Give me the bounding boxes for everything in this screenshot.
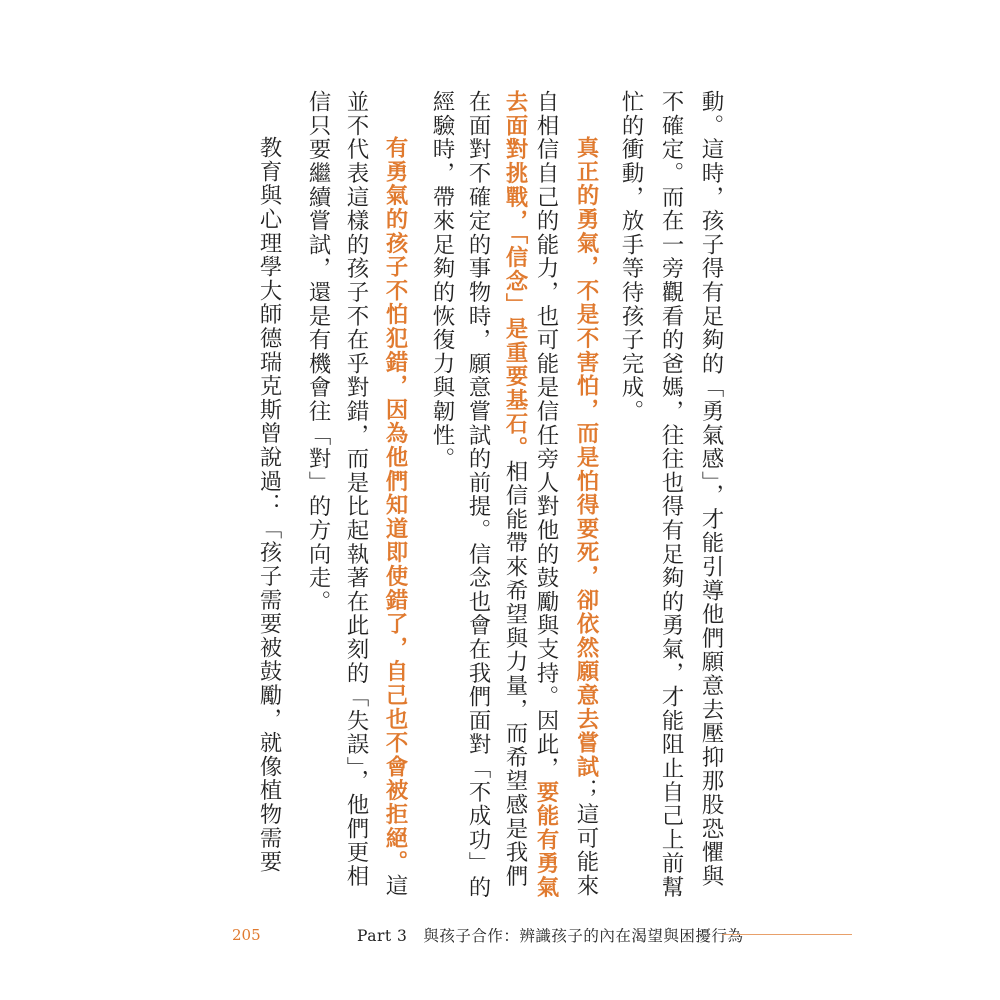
running-head: Part 3 與孩子合作：辨識孩子的內在渴望與困擾行為: [357, 927, 744, 945]
text-column: [531, 90, 561, 899]
highlighted-text: 要能有勇氣: [533, 780, 559, 900]
page-number: 205: [232, 926, 261, 944]
text-column: [500, 90, 530, 888]
body-text: 不確定。而在一旁觀看的爸媽，往往也得有足夠的勇氣，才能阻止自己上前幫: [658, 90, 684, 900]
page-footer: [0, 920, 1000, 950]
text-column: [380, 136, 410, 898]
body-text: 信只要繼續嘗試，還是有機會往「對」的方向走。: [305, 90, 331, 614]
body-text: 並不代表這樣的孩子不在乎對錯，而是比起執著在此刻的「失誤」，他們更相: [343, 90, 369, 889]
body-text: ；這可能來: [573, 778, 599, 898]
text-column: [656, 90, 686, 899]
text-column: [696, 90, 726, 888]
highlighted-text: 去面對挑戰，「信念」是重要基石。: [502, 90, 528, 460]
body-text: 教育與心理學大師德瑞克斯曾說過：「孩子需要被鼓勵，就像植物需要: [256, 136, 282, 874]
body-text: 經驗時，帶來足夠的恢復力與韌性。: [429, 90, 455, 471]
highlighted-text: 真正的勇氣，不是不害怕，而是怕得要死，卻依然願意去嘗試: [573, 136, 599, 779]
text-column: [254, 136, 284, 874]
text-column: [571, 136, 601, 898]
text-column: [463, 90, 493, 899]
text-column: [616, 90, 646, 423]
body-text: 忙的衝動，放手等待孩子完成。: [618, 90, 644, 424]
body-text: 自相信自己的能力，也可能是信任旁人對他的鼓勵與支持。因此，: [533, 90, 559, 781]
body-text: 動。這時，孩子得有足夠的「勇氣感」，才能引導他們願意去壓抑那股恐懼與: [698, 90, 724, 889]
body-text: 相信能帶來希望與力量，而希望感是我們: [502, 459, 528, 889]
highlighted-text: 有勇氣的孩子不怕犯錯，因為他們知道即使錯了，自己也不會被拒絕。: [382, 136, 408, 874]
footer-rule: [722, 934, 852, 935]
body-text: 在面對不確定的事物時，願意嘗試的前提。信念也會在我們面對「不成功」的: [465, 90, 491, 900]
text-column: [341, 90, 371, 888]
body-text: 這: [382, 873, 408, 898]
text-column: [427, 90, 457, 471]
text-column: [303, 90, 333, 614]
